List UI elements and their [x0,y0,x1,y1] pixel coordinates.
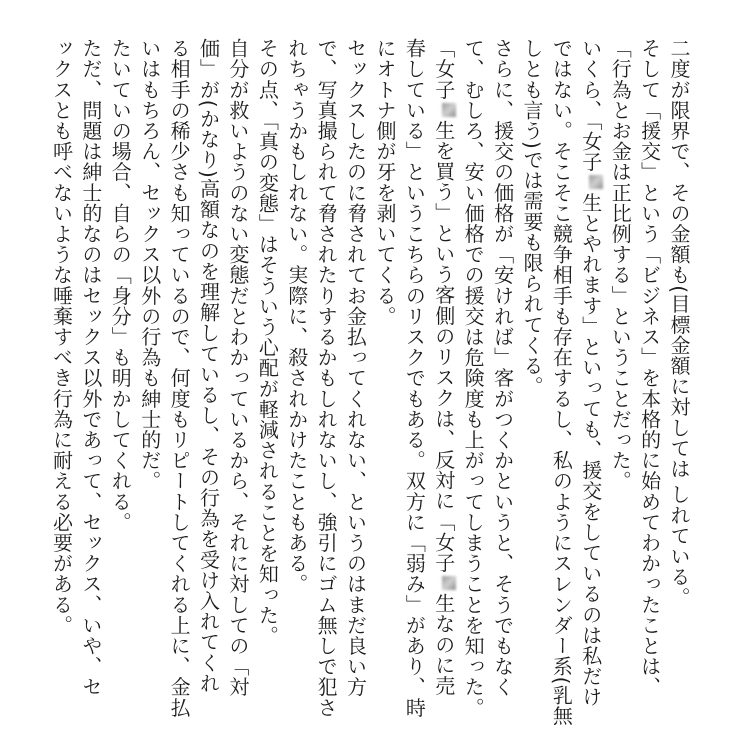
text-column: さらに、援交の価格が「安ければ」客がつくかというと、そうでもなく [490,38,515,698]
text-column: 自分が救いようのない変態だとわかっているから、それに対しての「対 [225,38,250,698]
text-column: る相手の稀少さも知っているので、何度もリピートしてくれる上に、金払 [167,38,192,718]
text-column: 「女子生を買う」という客側のリスクは、反対に「女子生なのに売 [431,38,456,697]
mosaic-blur [589,175,603,189]
text-column: 価」が(かなり)高額なのを理解しているし、その行為を受け入れてくれ [196,38,221,694]
text-column: ただ、問題は紳士的なのはセックス以外であって、セックス、いや、セ [78,38,103,698]
text-column: れちゃうかもしれない。実際に、殺されかけたこともある。 [284,38,309,595]
text-column: その点、「真の変態」はそういう心配が軽減されることを知った。 [255,38,280,646]
text-column: ックスとも呼べないような唾棄すべき行為に耐える必要がある。 [49,38,74,636]
text-column: そして「援交」という「ビジネス」を本格的に始めてわかったことは、 [637,38,662,698]
text-column: 二度が限界で、その金額も(目標金額に対しては しれている。 [667,38,691,608]
mosaic-blur [442,103,456,117]
text-column: 春している」というこちらのリスクでもある。双方に「弱み」があり、時 [402,38,427,718]
text-column: で、写真撮られて脅されたりするかもしれないし、強引にゴム無しで犯さ [314,38,339,718]
text-column: いはもちろん、セックス以外の行為も紳士的だ。 [137,38,162,492]
vertical-text-body [46,38,693,727]
text-column: いくら、「女子生とやれます」といっても、援交をしているのは私だけ [578,38,603,708]
text-column: 「行為とお金は正比例する」ということだった。 [608,38,633,492]
text-column: しとも言う)では需要も限られてくる。 [519,38,544,397]
mosaic-blur [442,576,456,590]
text-column: たいていの場合、自らの「身分」も明かしてくれる。 [108,38,133,533]
text-column: にオトナ側が牙を剥いてくる。 [372,38,397,327]
text-column: ではない。そこそこ競争相手も存在するし、私のようにスレンダー系(乳無 [549,38,574,727]
text-column: て、むしろ、安い価格での援交は危険度も上がってしまうことを知った。 [461,38,486,718]
text-column: セックスしたのに脅されてお金払ってくれない、というのはまだ良い方 [343,38,368,698]
